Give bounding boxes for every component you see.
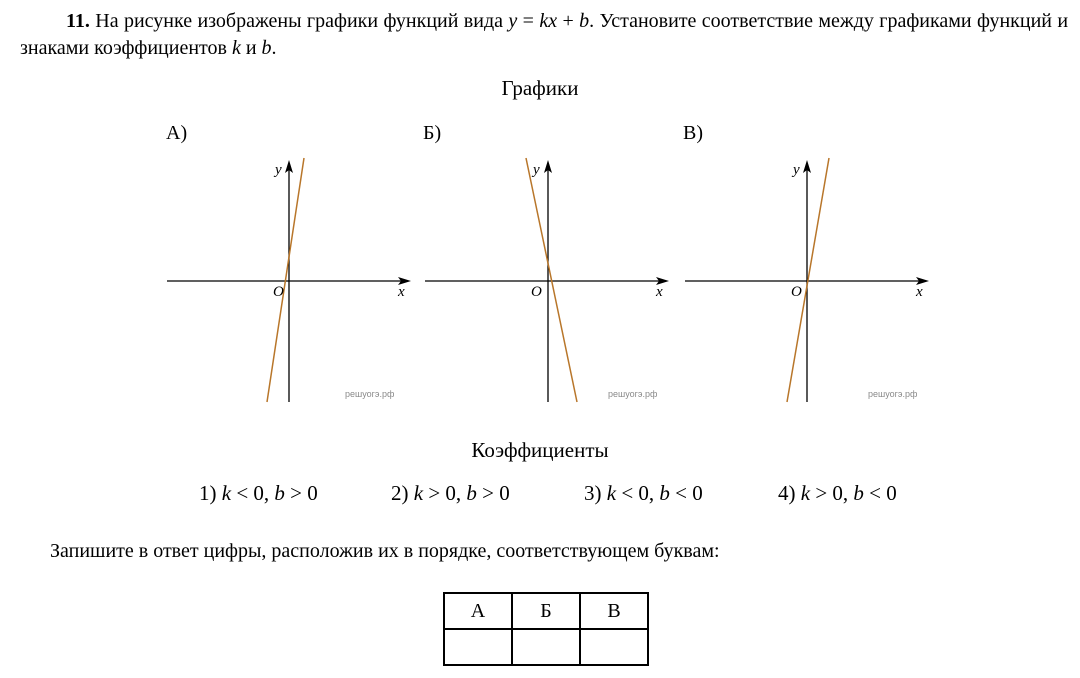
task-text: На рисунке изображены графики функций вида — [95, 10, 504, 32]
graph-b — [423, 150, 673, 410]
watermark: решуогэ.рф — [345, 389, 395, 399]
formula-b: b — [579, 10, 590, 32]
axis-y-label: y — [275, 162, 282, 178]
var-k: k — [800, 481, 811, 505]
b-relation: > 0 — [482, 481, 510, 505]
graph-b-svg — [423, 150, 673, 410]
k-relation: > 0, — [428, 481, 462, 505]
answer-cell-b[interactable] — [512, 629, 580, 665]
var-k: k — [413, 481, 424, 505]
var-b: b — [853, 481, 864, 505]
option-number: 3) — [584, 481, 602, 505]
var-b: b — [659, 481, 670, 505]
k-relation: > 0, — [815, 481, 849, 505]
var-b: b — [261, 37, 272, 59]
function-line — [267, 158, 304, 402]
function-line — [526, 158, 577, 402]
var-k: k — [606, 481, 617, 505]
coefficients-heading: Коэффициенты — [471, 438, 609, 462]
conj: и — [245, 37, 257, 59]
task-number: 11. — [66, 10, 90, 32]
axis-y-label: y — [793, 162, 800, 178]
k-relation: < 0, — [236, 481, 270, 505]
option-number: 2) — [391, 481, 409, 505]
function-line — [787, 158, 829, 402]
coefficient-option-2 — [391, 481, 510, 506]
graph-v-svg — [683, 150, 933, 410]
coefficient-option-3 — [584, 481, 703, 506]
option-number: 4) — [778, 481, 796, 505]
formula-plus: + — [562, 10, 574, 32]
var-k: k — [221, 481, 232, 505]
axis-x-label: x — [398, 284, 405, 300]
task-text-after: . Установите соответствие между графиками функций и знаками коэффициентов — [20, 10, 1069, 59]
axis-x-label: x — [656, 284, 663, 300]
var-b: b — [466, 481, 477, 505]
answer-cell-a[interactable] — [444, 629, 512, 665]
origin-label: O — [531, 284, 542, 300]
b-relation: > 0 — [290, 481, 318, 505]
option-number: 1) — [199, 481, 217, 505]
axis-x-label: x — [916, 284, 923, 300]
watermark: решуогэ.рф — [868, 389, 918, 399]
instruction: Запишите в ответ цифры, расположив их в порядке, соответствующем буквам: — [50, 540, 720, 562]
answer-table — [443, 592, 649, 666]
coefficient-option-4 — [778, 481, 897, 506]
coefficient-option-1 — [199, 481, 318, 506]
graph-label-v: В) — [683, 122, 703, 144]
answer-input-row — [444, 629, 648, 665]
var-k: k — [231, 37, 241, 59]
task-end: . — [271, 37, 277, 59]
graph-a-svg — [165, 150, 415, 410]
graph-label-b: Б) — [423, 122, 442, 144]
b-relation: < 0 — [675, 481, 703, 505]
origin-label: O — [791, 284, 802, 300]
answer-header-b: Б — [512, 593, 580, 629]
var-b: b — [274, 481, 285, 505]
formula-y: y — [508, 10, 518, 32]
answer-header-row — [444, 593, 648, 629]
answer-cell-v[interactable] — [580, 629, 648, 665]
origin-label: O — [273, 284, 284, 300]
axis-y-label: y — [533, 162, 540, 178]
graphs-heading: Графики — [501, 76, 579, 100]
graph-a — [165, 150, 415, 410]
b-relation: < 0 — [869, 481, 897, 505]
formula-eq: = — [522, 10, 534, 32]
answer-header-v: В — [580, 593, 648, 629]
answer-header-a: А — [444, 593, 512, 629]
watermark: решуогэ.рф — [608, 389, 658, 399]
task-statement — [20, 8, 1068, 62]
graph-v — [683, 150, 933, 410]
formula-kx: kx — [539, 10, 558, 32]
k-relation: < 0, — [621, 481, 655, 505]
graph-label-a: А) — [166, 122, 188, 144]
